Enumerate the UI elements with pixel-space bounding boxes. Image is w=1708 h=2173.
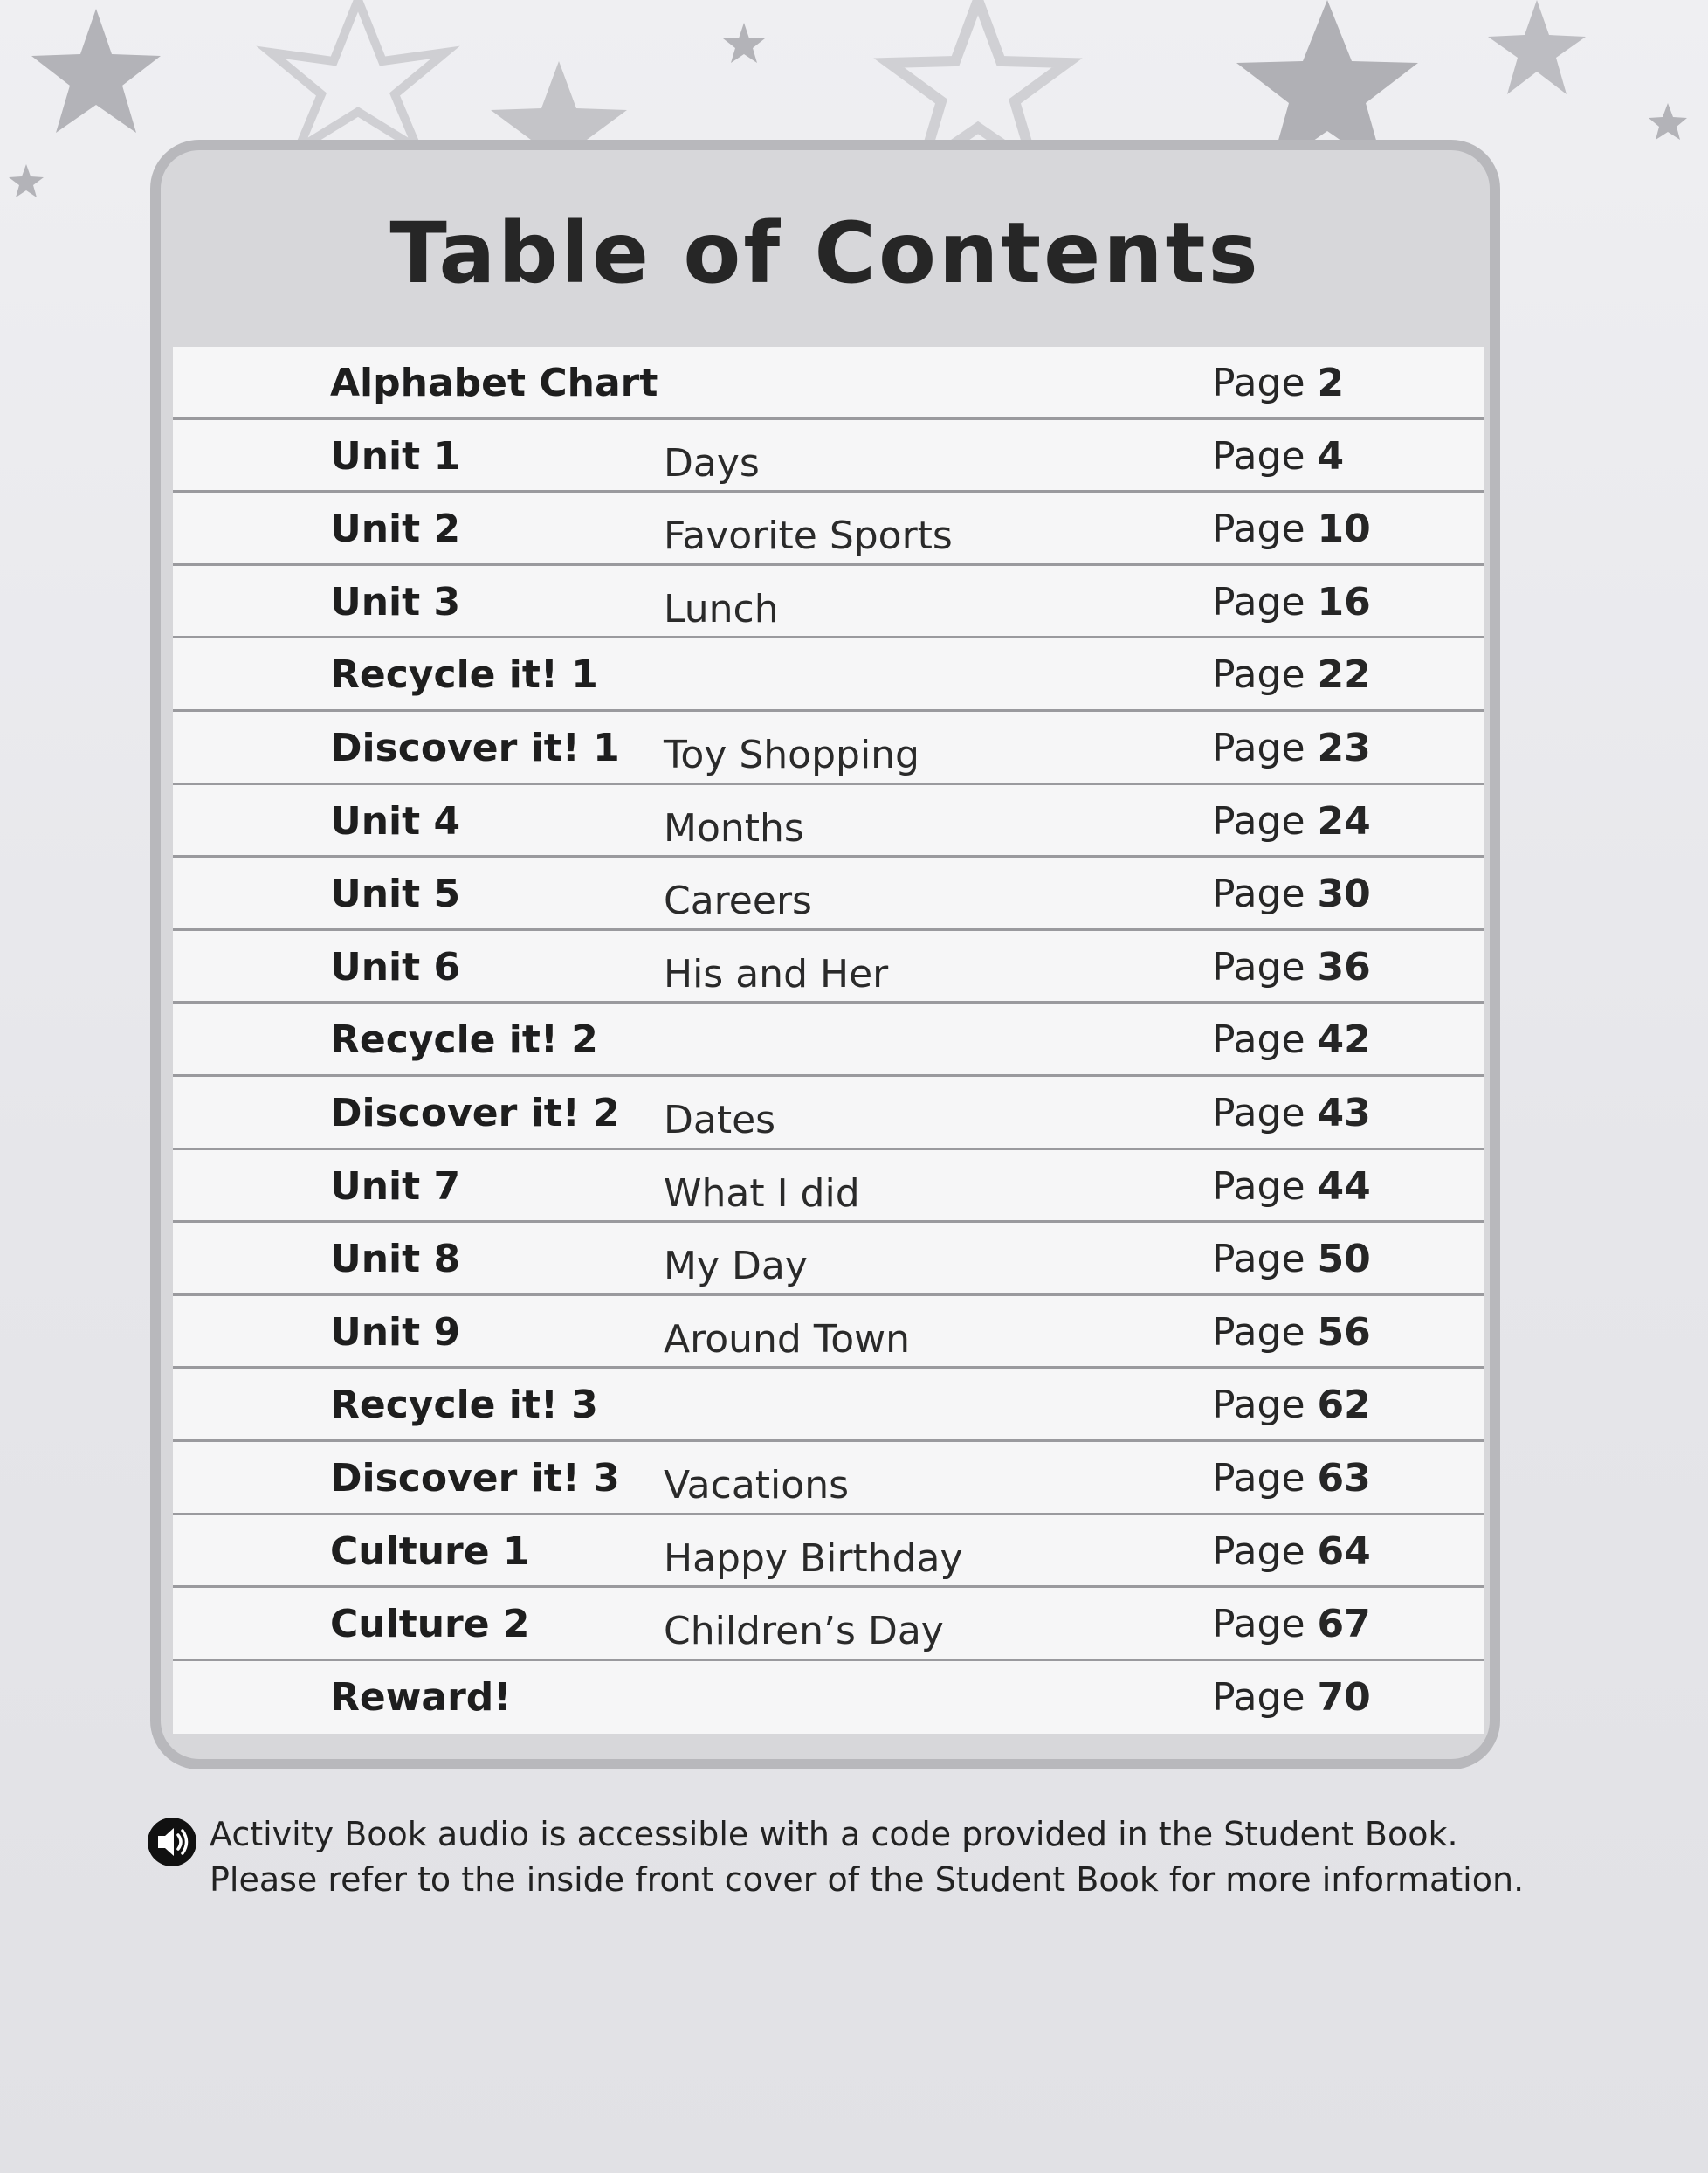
toc-row	[173, 1442, 1484, 1515]
page-word: Page	[1212, 872, 1305, 917]
star-icon	[31, 9, 161, 133]
toc-entry-page	[1212, 507, 1371, 551]
page-word: Page	[1212, 725, 1305, 770]
toc-row	[173, 1223, 1484, 1296]
toc-entry-topic: Dates	[664, 1097, 776, 1142]
toc-entry-page	[1212, 799, 1371, 844]
toc-row	[173, 1150, 1484, 1224]
page-number: 42	[1317, 1018, 1371, 1063]
page-number: 36	[1317, 944, 1371, 990]
toc-entry-topic: Happy Birthday	[664, 1535, 963, 1581]
toc-entry-label: Unit 1	[330, 433, 461, 479]
page-number: 10	[1317, 507, 1371, 552]
toc-entry-label: Alphabet Chart	[330, 361, 658, 405]
page-word: Page	[1212, 1602, 1305, 1647]
page-word: Page	[1212, 579, 1305, 624]
toc-row	[173, 420, 1484, 493]
star-icon	[9, 164, 44, 197]
page-word: Page	[1212, 1309, 1305, 1355]
toc-entry-page	[1212, 1456, 1371, 1500]
toc-entry-page	[1212, 580, 1371, 624]
toc-entry-label: Recycle it! 1	[330, 652, 598, 698]
toc-entry-page	[1212, 945, 1371, 990]
page-number: 62	[1317, 1383, 1371, 1428]
toc-entry-label: Unit 2	[330, 507, 461, 552]
toc-row	[173, 785, 1484, 859]
toc-entry-page	[1212, 872, 1371, 916]
toc-table	[173, 347, 1484, 1734]
toc-entry-page	[1212, 1529, 1371, 1574]
toc-entry-topic: Days	[664, 440, 760, 486]
toc-entry-page	[1212, 1602, 1371, 1646]
toc-entry-page	[1212, 1018, 1371, 1062]
page-number: 24	[1317, 798, 1371, 844]
toc-entry-topic: My Day	[664, 1244, 808, 1289]
toc-entry-page	[1212, 726, 1371, 770]
toc-row	[173, 1004, 1484, 1077]
page-word: Page	[1212, 1383, 1305, 1428]
page-word: Page	[1212, 1674, 1305, 1720]
page-word: Page	[1212, 652, 1305, 698]
toc-header	[161, 150, 1490, 347]
toc-entry-label: Discover it! 2	[330, 1090, 620, 1135]
page-word: Page	[1212, 944, 1305, 990]
star-icon	[1649, 103, 1687, 140]
page-number: 23	[1317, 725, 1371, 770]
toc-row	[173, 493, 1484, 566]
page-number: 67	[1317, 1602, 1371, 1647]
star-icon	[271, 0, 445, 148]
toc-entry-label: Unit 8	[330, 1237, 461, 1282]
toc-row	[173, 712, 1484, 785]
toc-row	[173, 566, 1484, 639]
toc-entry-page	[1212, 1310, 1371, 1355]
toc-row	[173, 638, 1484, 712]
toc-row	[173, 1515, 1484, 1589]
page-word: Page	[1212, 1090, 1305, 1135]
toc-row	[173, 1369, 1484, 1442]
page-word: Page	[1212, 1455, 1305, 1500]
page-word: Page	[1212, 1163, 1305, 1209]
toc-row	[173, 931, 1484, 1004]
toc-entry-topic: Vacations	[664, 1462, 850, 1507]
page-number: 70	[1317, 1674, 1371, 1720]
toc-row	[173, 347, 1484, 420]
toc-entry-label: Culture 1	[330, 1528, 530, 1574]
page-word: Page	[1212, 1528, 1305, 1574]
page-number: 16	[1317, 579, 1371, 624]
toc-entry-topic: Around Town	[664, 1316, 911, 1362]
toc-entry-label: Recycle it! 2	[330, 1018, 598, 1063]
page-number: 64	[1317, 1528, 1371, 1574]
toc-entry-topic: Months	[664, 805, 804, 851]
audio-note-line-2: Please refer to the inside front cover of the Student Book for more information.	[210, 1860, 1525, 1899]
page-word: Page	[1212, 507, 1305, 552]
toc-entry-topic: Favorite Sports	[664, 514, 953, 559]
page-number: 30	[1317, 872, 1371, 917]
speaker-icon	[147, 1817, 197, 1867]
toc-entry-topic: Lunch	[664, 586, 779, 631]
toc-row	[173, 858, 1484, 931]
toc-entry-label: Unit 7	[330, 1163, 461, 1209]
page-word: Page	[1212, 798, 1305, 844]
toc-entry-page	[1212, 1237, 1371, 1281]
page-word: Page	[1212, 433, 1305, 479]
page-number: 63	[1317, 1455, 1371, 1500]
toc-entry-label: Discover it! 1	[330, 725, 620, 770]
page-number: 50	[1317, 1237, 1371, 1282]
page-number: 44	[1317, 1163, 1371, 1209]
toc-entry-label: Unit 3	[330, 579, 461, 624]
toc-entry-topic: His and Her	[664, 951, 889, 997]
toc-entry-page	[1212, 361, 1344, 405]
toc-entry-topic: Toy Shopping	[664, 732, 919, 777]
toc-entry-topic: What I did	[664, 1170, 860, 1216]
page-word: Page	[1212, 1018, 1305, 1063]
page-number: 56	[1317, 1309, 1371, 1355]
star-icon	[1488, 0, 1586, 94]
toc-entry-label: Unit 5	[330, 872, 461, 917]
toc-entry-label: Unit 6	[330, 944, 461, 990]
toc-entry-page	[1212, 434, 1344, 479]
toc-entry-page	[1212, 1383, 1371, 1427]
table-of-contents-panel	[150, 140, 1500, 1769]
toc-row	[173, 1077, 1484, 1150]
toc-entry-page	[1212, 1675, 1371, 1720]
page-number: 22	[1317, 652, 1371, 698]
toc-row	[173, 1588, 1484, 1661]
toc-entry-page	[1212, 652, 1371, 697]
toc-entry-label: Unit 4	[330, 798, 461, 844]
page-number: 2	[1317, 361, 1345, 405]
toc-entry-topic: Children’s Day	[664, 1609, 944, 1654]
toc-entry-topic: Careers	[664, 879, 812, 924]
toc-entry-label: Culture 2	[330, 1602, 530, 1647]
toc-entry-page	[1212, 1091, 1371, 1135]
page-number: 4	[1317, 433, 1345, 479]
toc-entry-page	[1212, 1164, 1371, 1209]
toc-entry-label: Reward!	[330, 1674, 512, 1720]
toc-entry-label: Recycle it! 3	[330, 1383, 598, 1428]
page-word: Page	[1212, 361, 1305, 405]
audio-note-line-1: Activity Book audio is accessible with a code provided in the Student Book.	[210, 1815, 1458, 1853]
page-word: Page	[1212, 1237, 1305, 1282]
star-icon	[723, 23, 765, 63]
toc-row	[173, 1661, 1484, 1735]
page-number: 43	[1317, 1090, 1371, 1135]
page-title: Table of Contents	[389, 204, 1261, 302]
toc-row	[173, 1296, 1484, 1369]
toc-entry-label: Unit 9	[330, 1309, 461, 1355]
toc-entry-label: Discover it! 3	[330, 1455, 620, 1500]
